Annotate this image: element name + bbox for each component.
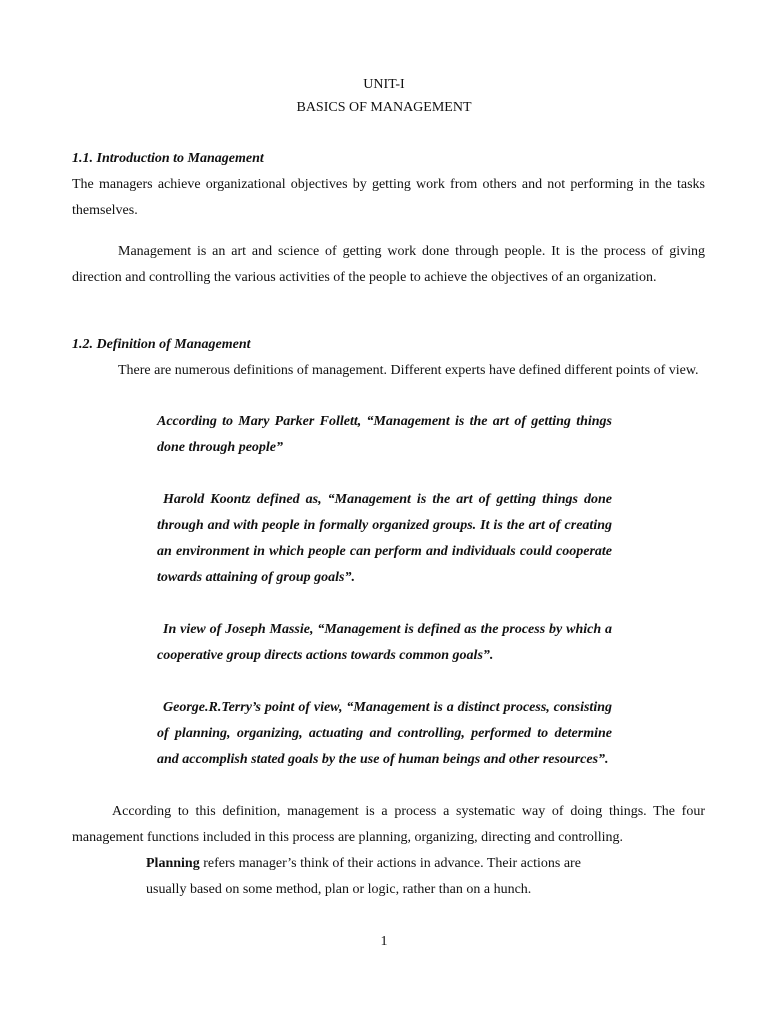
- planning-line-2: usually based on some method, plan or logic, rather than on a hunch.: [146, 882, 532, 897]
- planning-line-1: refers manager’s think of their actions in advance. Their actions are: [199, 856, 581, 871]
- planning-paragraph: [146, 851, 706, 903]
- planning-term: Planning: [146, 856, 200, 871]
- intro-paragraph-1: The managers achieve organizational objectives by getting work from others and not performing in the tasks themselves.: [72, 177, 705, 218]
- quote-terry: George.R.Terry’s point of view, “Management is a distinct process, consisting of planning, organizing, actuating and controlling, performed to determine and accomplish stated goals by the use of human beings and other resources”.: [157, 700, 612, 767]
- unit-title: UNIT-I: [363, 77, 405, 92]
- section-heading-introduction: 1.1. Introduction to Management: [72, 151, 264, 166]
- quote-massie: In view of Joseph Massie, “Management is defined as the process by which a cooperative group directs actions towards common goals”.: [157, 622, 612, 663]
- quote-follett: According to Mary Parker Follett, “Management is the art of getting things done through people”: [157, 414, 612, 455]
- definition-intro-paragraph: There are numerous definitions of management. Different experts have defined different points of view.: [118, 363, 699, 378]
- closing-paragraph: According to this definition, management is a process a systematic way of doing things. The four management functions included in this process are planning, organizing, directing and controlling.: [72, 804, 705, 845]
- document-title: BASICS OF MANAGEMENT: [296, 100, 472, 115]
- section-heading-definition: 1.2. Definition of Management: [72, 337, 251, 352]
- intro-paragraph-2: Management is an art and science of getting work done through people. It is the process of giving direction and controlling the various activities of the people to achieve the objectives of an organization.: [72, 244, 705, 285]
- page-number: 1: [380, 934, 388, 949]
- quote-koontz: Harold Koontz defined as, “Management is the art of getting things done through and with people in formally organized groups. It is the art of creating an environment in which people can perform and individuals could cooperate towards attaining of group goals”.: [157, 492, 612, 585]
